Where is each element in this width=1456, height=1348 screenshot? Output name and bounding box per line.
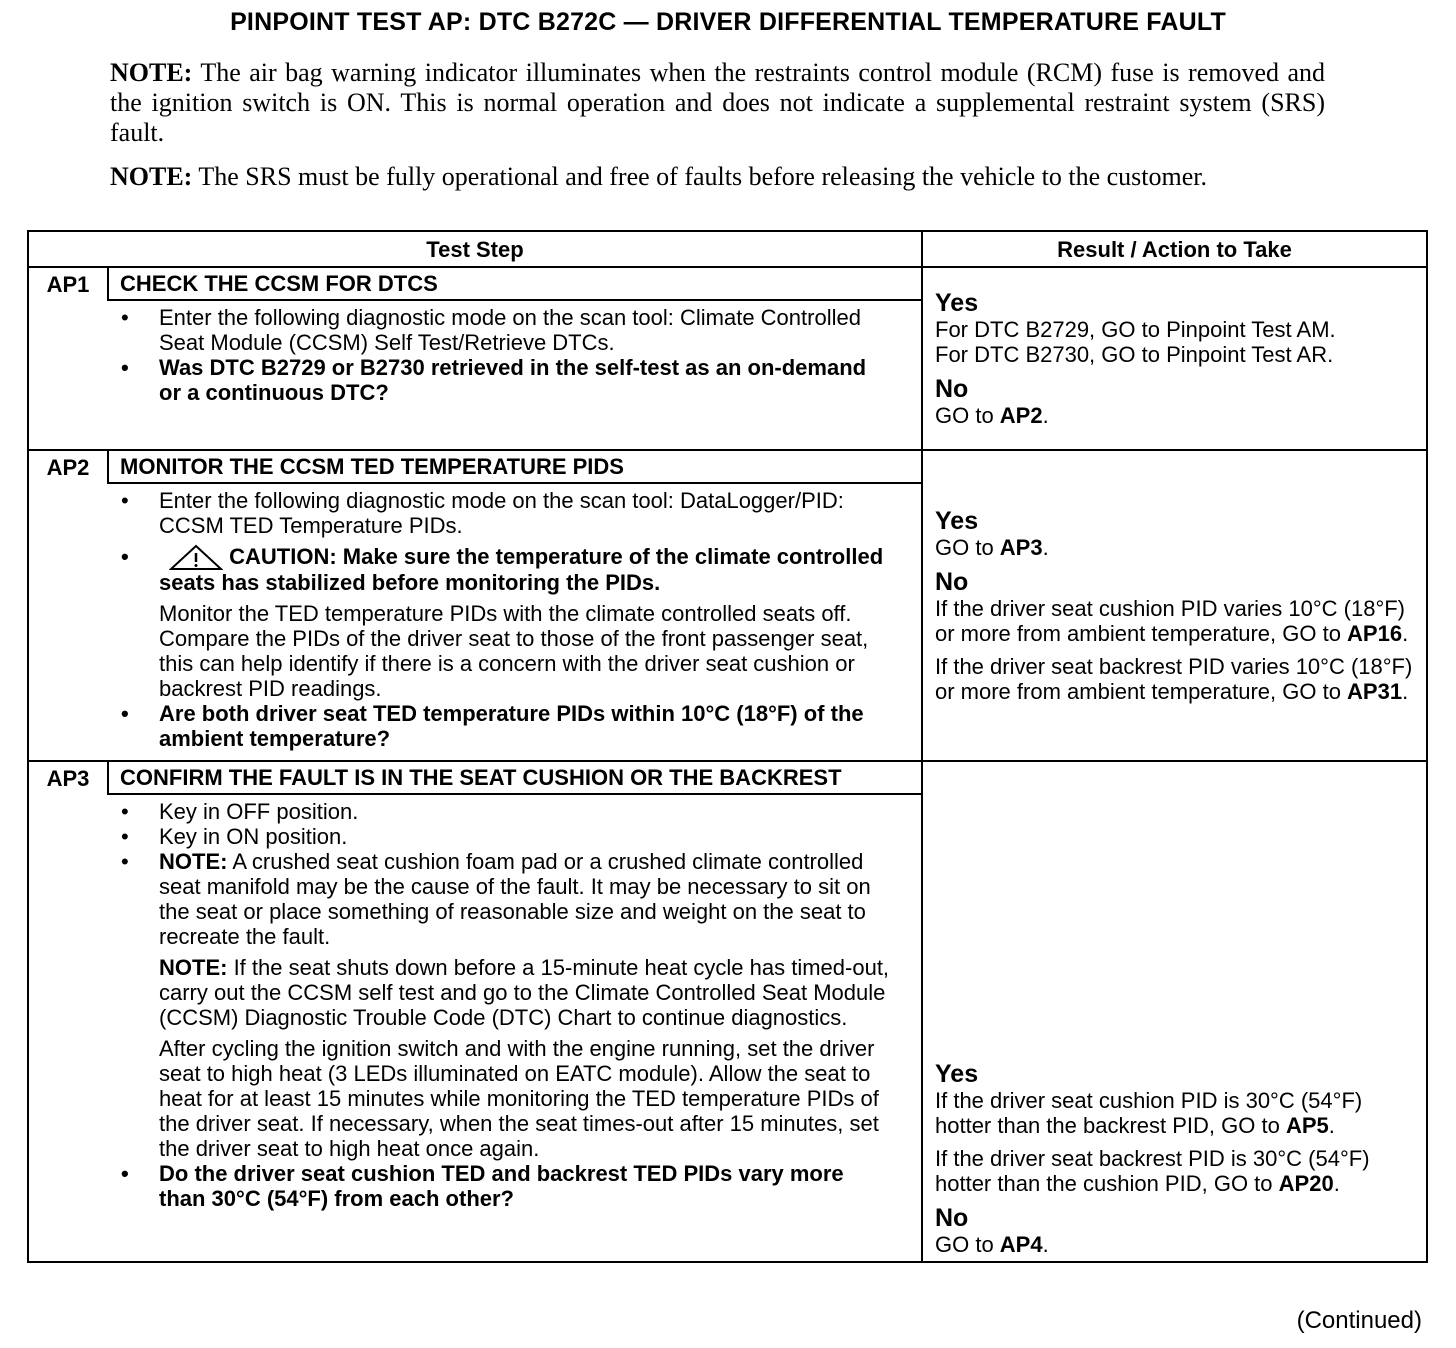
list-item: • Do the driver seat cushion TED and backrest TED PIDs vary more than 30°C (54°F) from each other? <box>159 1161 891 1211</box>
continued-label: (Continued) <box>1296 1307 1422 1334</box>
result-text <box>935 535 1418 560</box>
period: . <box>1402 679 1409 704</box>
list-item: • Enter the following diagnostic mode on the scan tool: Climate Controlled Seat Module (CCSM) Self Test/Retrieve DTCs. <box>159 305 891 355</box>
result-text-part: If the driver seat backrest PID varies 10°C (18°F) or more from ambient temperature, GO to <box>935 654 1413 704</box>
list-item: • Key in ON position. <box>159 824 891 849</box>
result-text <box>935 403 1418 428</box>
note-label: NOTE: <box>159 849 228 874</box>
result-text <box>935 596 1418 646</box>
table-row <box>28 450 1427 483</box>
result-target-ap3: AP3 <box>999 535 1043 560</box>
caution-triangle-icon <box>169 544 223 570</box>
list-item: • Enter the following diagnostic mode on the scan tool: DataLogger/PID: CCSM TED Temperature PIDs. <box>159 488 891 538</box>
result-text: For DTC B2730, GO to Pinpoint Test AR. <box>935 342 1334 367</box>
note-rcm-fuse <box>110 58 1325 148</box>
step-title-ap1: CHECK THE CCSM FOR DTCS <box>108 267 922 300</box>
list-item: • Are both driver seat TED temperature PIDs within 10°C (18°F) of the ambient temperature? <box>159 701 891 751</box>
list-item <box>159 544 891 595</box>
result-target-ap4: AP4 <box>999 1232 1043 1257</box>
result-ap3 <box>922 761 1427 1262</box>
result-text-part: If the driver seat cushion PID varies 10°C (18°F) or more from ambient temperature, GO to <box>935 596 1406 646</box>
list-item <box>159 955 891 1030</box>
note-label: NOTE: <box>159 955 228 980</box>
result-target-ap2: AP2 <box>999 403 1043 428</box>
result-text-part: If the driver seat cushion PID is 30°C (54°F) hotter than the backrest PID, GO to <box>935 1088 1363 1138</box>
table-row <box>28 267 1427 300</box>
step-title-ap2: MONITOR THE CCSM TED TEMPERATURE PIDS <box>108 450 922 483</box>
result-target-ap5: AP5 <box>1285 1113 1329 1138</box>
result-yes-label: Yes <box>935 507 979 535</box>
period: . <box>1328 1113 1335 1138</box>
result-go-text: GO to <box>935 535 1000 560</box>
result-ap1 <box>922 267 1427 450</box>
period: . <box>1042 403 1049 428</box>
result-text <box>935 1232 1418 1257</box>
list-item: • Was DTC B2729 or B2730 retrieved in the self-test as an on-demand or a continuous DTC? <box>159 355 891 405</box>
list-item: Monitor the TED temperature PIDs with the climate controlled seats off. Compare the PIDs of the driver seat to those of the front passenger seat, this can help identify if there is a concern with the driver seat cushion or backrest PID readings. <box>159 601 869 701</box>
list-item: After cycling the ignition switch and with the engine running, set the driver seat to high heat (3 LEDs illuminated on EATC module). Allow the seat to heat for at least 15 minutes while monitoring the TED temperature PIDs of the driver seat. If necessary, when the seat times-out after 15 minutes, set the driver seat to high heat once again. <box>159 1036 879 1161</box>
period: . <box>1042 1232 1049 1257</box>
period: . <box>1042 535 1049 560</box>
step-body-ap1 <box>28 300 922 450</box>
result-go-text: GO to <box>935 403 1000 428</box>
table-row <box>28 761 1427 794</box>
note-label: NOTE: <box>110 162 193 191</box>
result-yes-label: Yes <box>935 1060 979 1088</box>
step-body-ap2 <box>28 483 922 761</box>
note-srs-operational <box>110 162 1325 192</box>
note-text: The air bag warning indicator illuminates when the restraints control module (RCM) fuse is removed and the ignition switch is ON. This is normal operation and does not indicate a supplemental restraint system (SRS) fault. <box>110 58 1325 147</box>
result-ap2 <box>922 450 1427 761</box>
step-id-ap3: AP3 <box>28 761 108 794</box>
result-text: For DTC B2729, GO to Pinpoint Test AM. <box>935 317 1336 342</box>
result-no-label: No <box>935 568 969 596</box>
header-test-step: Test Step <box>28 231 922 267</box>
period: . <box>1402 621 1409 646</box>
pinpoint-test-table <box>27 230 1428 1263</box>
step-title-ap3: CONFIRM THE FAULT IS IN THE SEAT CUSHION OR THE BACKREST <box>108 761 922 794</box>
result-text <box>935 1146 1418 1196</box>
header-result-action: Result / Action to Take <box>922 231 1427 267</box>
result-text <box>935 1088 1418 1138</box>
result-no-label: No <box>935 1204 969 1232</box>
result-target-ap20: AP20 <box>1278 1171 1334 1196</box>
note-text: A crushed seat cushion foam pad or a crushed climate controlled seat manifold may be the cause of the fault. It may be necessary to sit on the seat or place something of reasonable size and weight on the seat to recreate the fault. <box>159 849 871 949</box>
page-title: PINPOINT TEST AP: DTC B272C — DRIVER DIFFERENTIAL TEMPERATURE FAULT <box>230 8 1226 36</box>
note-label: NOTE: <box>110 58 193 87</box>
period: . <box>1333 1171 1340 1196</box>
result-no-label: No <box>935 375 969 403</box>
caution-text: CAUTION: Make sure the temperature of the climate controlled seats has stabilized before monitoring the PIDs. <box>159 544 884 595</box>
result-yes-label: Yes <box>935 289 979 317</box>
step-id-ap1: AP1 <box>28 267 108 300</box>
result-text <box>935 654 1418 704</box>
step-id-ap2: AP2 <box>28 450 108 483</box>
table-header-row <box>28 231 1427 267</box>
step-body-ap3 <box>28 794 922 1262</box>
note-text: If the seat shuts down before a 15-minute heat cycle has timed-out, carry out the CCSM self test and go to the Climate Controlled Seat Module (CCSM) Diagnostic Trouble Code (DTC) Chart to continue diagnostics. <box>159 955 890 1030</box>
list-item: • Key in OFF position. <box>159 799 891 824</box>
list-item <box>159 849 891 949</box>
result-go-text: GO to <box>935 1232 1000 1257</box>
result-target-ap31: AP31 <box>1347 679 1403 704</box>
result-text-part: If the driver seat backrest PID is 30°C (54°F) hotter than the cushion PID, GO to <box>935 1146 1370 1196</box>
result-target-ap16: AP16 <box>1347 621 1403 646</box>
note-text: The SRS must be fully operational and free of faults before releasing the vehicle to the customer. <box>192 162 1208 191</box>
